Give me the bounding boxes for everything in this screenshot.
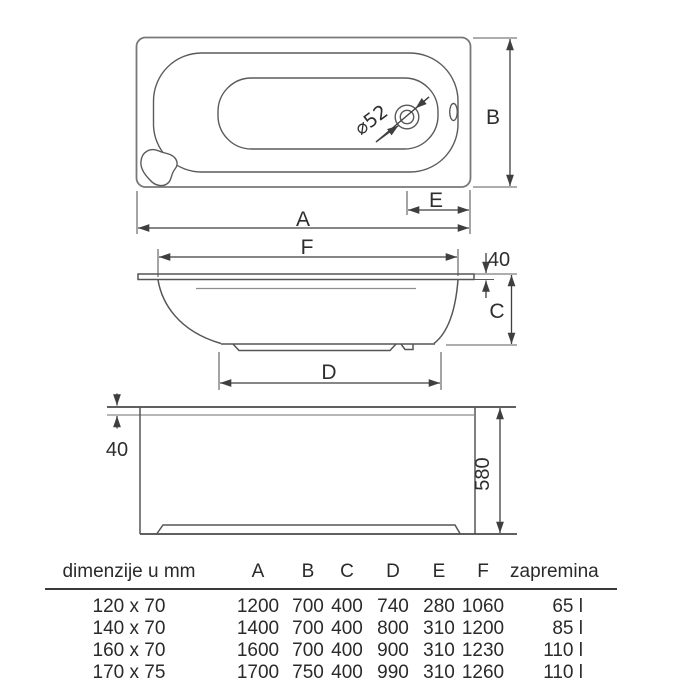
dim-e-label: E [428, 189, 444, 212]
cell-b: 750 [292, 662, 324, 683]
table-row [45, 618, 617, 640]
drain-dim-arrow-upper [416, 97, 429, 108]
header-a: A [251, 560, 265, 582]
small-foot [401, 344, 413, 350]
table-body [45, 590, 617, 684]
cell-f: 1260 [461, 662, 505, 683]
cell-a: 1200 [236, 596, 280, 617]
front-plinth [157, 525, 460, 534]
tub-basin-outline [218, 78, 438, 149]
cell-e: 310 [423, 618, 455, 639]
header-b: B [301, 560, 315, 582]
table-header-row [45, 555, 617, 590]
table-row [45, 596, 617, 618]
cell-f: 1200 [461, 618, 505, 639]
cell-volume: 110 l [543, 640, 583, 661]
header-e: E [432, 560, 446, 582]
cell-c: 400 [331, 618, 363, 639]
cell-b: 700 [292, 596, 324, 617]
cell-b: 700 [292, 618, 324, 639]
dim-a-label: A [295, 208, 311, 231]
base-plate [233, 344, 396, 351]
cell-c: 400 [331, 640, 363, 661]
cell-f: 1230 [461, 640, 505, 661]
cell-e: 310 [423, 640, 455, 661]
cell-f: 1060 [461, 596, 505, 617]
overflow-hole [450, 104, 458, 121]
header-volume: zapremina [510, 560, 599, 582]
left-wall [158, 280, 221, 344]
dim-f-label: F [300, 236, 314, 259]
drain-diameter-label: ⌀52 [350, 100, 393, 140]
cell-d: 990 [377, 662, 409, 683]
cell-size: 140 x 70 [92, 618, 166, 639]
drain-dim-arrow-lower [376, 126, 398, 142]
cell-a: 1700 [236, 662, 280, 683]
header-f: F [477, 560, 489, 582]
table-row [45, 662, 617, 684]
cell-a: 1600 [236, 640, 280, 661]
cell-e: 310 [423, 662, 455, 683]
cell-a: 1400 [236, 618, 280, 639]
cell-volume: 65 l [552, 596, 583, 617]
dim-b-label: B [485, 106, 501, 129]
cell-d: 900 [377, 640, 409, 661]
dim-580-label: 580 [472, 457, 494, 491]
header-dimensions: dimenzije u mm [62, 560, 196, 582]
cell-b: 700 [292, 640, 324, 661]
dimensions-table [45, 555, 617, 684]
table-row [45, 640, 617, 662]
cell-volume: 110 l [543, 662, 583, 683]
header-d: D [386, 560, 400, 582]
cell-d: 740 [377, 596, 409, 617]
drain-pocket-shape [141, 150, 177, 186]
tub-outer-rect [137, 38, 471, 188]
cell-e: 280 [423, 596, 455, 617]
dim-c-label: C [489, 300, 505, 323]
cell-volume: 85 l [552, 618, 583, 639]
front-view [106, 394, 517, 535]
rim-bar [138, 274, 474, 280]
dim-40-side-label: 40 [487, 249, 511, 271]
cell-d: 800 [377, 618, 409, 639]
cell-size: 170 x 75 [92, 662, 166, 683]
cell-size: 160 x 70 [92, 640, 166, 661]
cell-c: 400 [331, 596, 363, 617]
cell-size: 120 x 70 [92, 596, 166, 617]
side-view [138, 236, 517, 390]
dim-d-label: D [321, 361, 337, 384]
header-c: C [340, 560, 354, 582]
right-wall [434, 280, 458, 344]
dim-40-front-label: 40 [105, 439, 129, 461]
cell-c: 400 [331, 662, 363, 683]
top-view [137, 38, 518, 235]
